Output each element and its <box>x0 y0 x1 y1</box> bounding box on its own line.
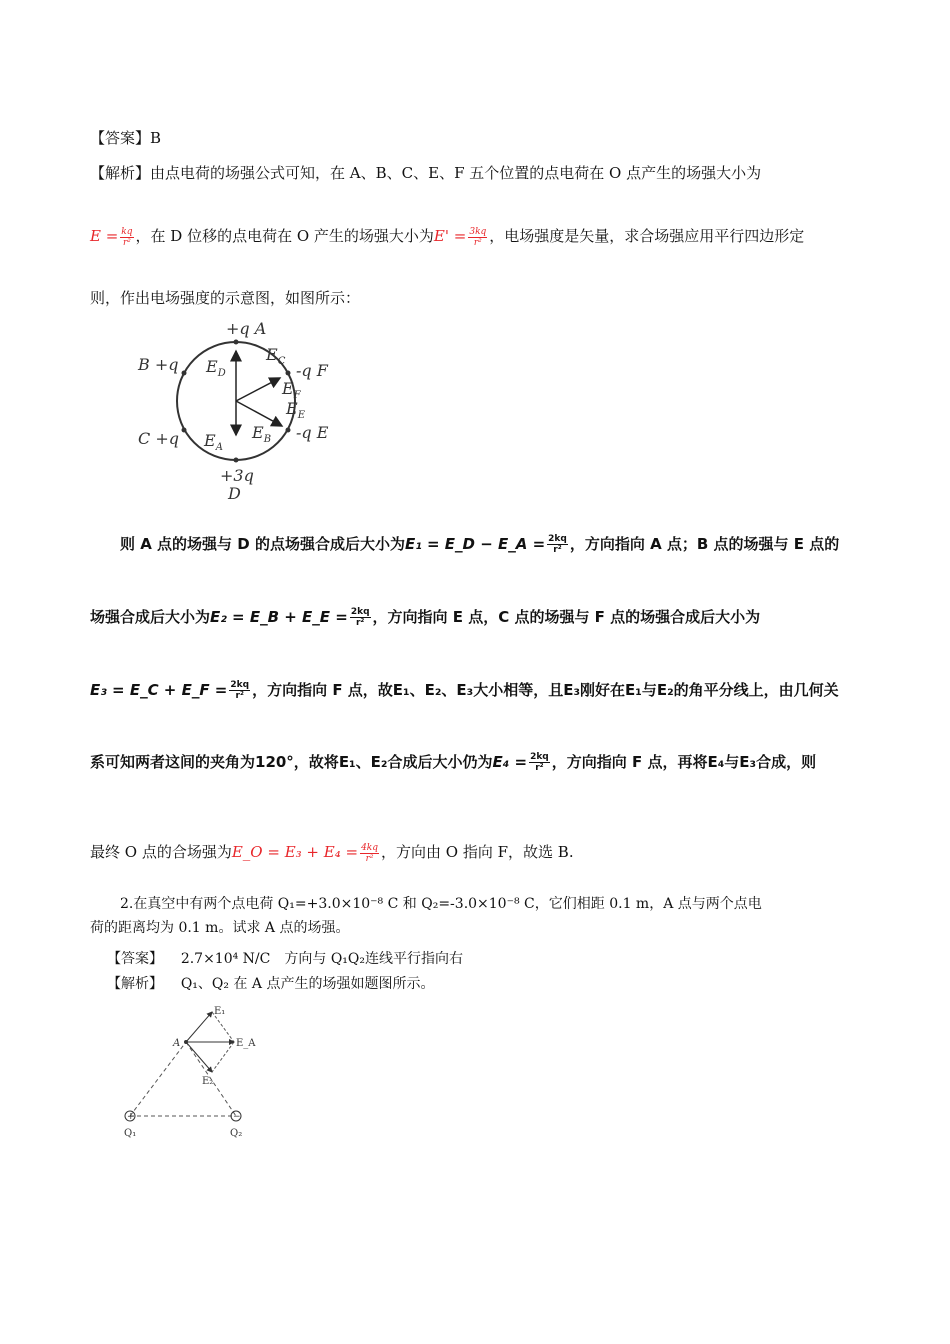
label-d-charge: +3q <box>220 466 254 485</box>
field-diagram-2 <box>118 1004 268 1140</box>
charge-a <box>234 340 239 345</box>
label-d-name: D <box>228 484 241 503</box>
formula-e3: E₃ = E_C + E_F = <box>90 681 228 699</box>
charge-d <box>234 458 239 463</box>
answer-line-1 <box>90 128 161 148</box>
label-q2: Q₂ <box>230 1128 243 1139</box>
answer-label: 【答案】 <box>90 129 151 147</box>
arrow-e1 <box>186 1012 212 1042</box>
formula-e1: E₁ = E_D − E_A = <box>404 535 546 553</box>
minus-sign: − <box>233 1112 241 1122</box>
field-diagram-1 <box>130 318 340 503</box>
plus-sign: + <box>127 1112 135 1122</box>
formula-e4: E₄ = <box>492 753 528 771</box>
analysis-line-1 <box>90 163 761 183</box>
para2-line-2: 场强合成后大小为E₂ = E_B + E_E = $\frac{2kq}{\text{r²}}$ ，方向指向 E 点，C 点的场强与 F 点的场强合成后大小为 <box>90 607 761 628</box>
label-eb: $E_B$ <box>252 423 272 445</box>
label-top: +q A <box>226 319 267 338</box>
label-e2: E₂ <box>202 1076 214 1087</box>
arrow-e2 <box>186 1042 212 1072</box>
analysis-line-3: 则，作出电场强度的示意图，如图所示： <box>90 289 361 307</box>
label-ee: $E_E$ <box>286 399 305 421</box>
label-ea: E_A <box>236 1038 256 1049</box>
formula-e-prime: E' = $\frac{3kq}{\text{r²}}$ <box>433 226 487 248</box>
charge-f <box>286 371 291 376</box>
final-line: 最终 O 点的合场强为E_O = E₃ + E₄ = $\frac{4kq}{\text{r²}}$ ，方向由 O 指向 F，故选 B. <box>90 842 574 864</box>
label-q1: Q₁ <box>124 1128 137 1139</box>
para2-line-1: 则 A 点的场强与 D 的点场强合成后大小为E₁ = E_D − E_A = $\frac{2kq}{\text{r²}}$ ，方向指向 A 点；B 点的场强与 E 点的 <box>120 534 840 555</box>
formula-eo: E_O = E₃ + E₄ = $\frac{4kq}{\text{r²}}$ <box>231 842 379 864</box>
q2-analysis: 【解析】 Q₁、Q₂ 在 A 点产生的场强如题图所示。 <box>107 976 435 992</box>
q2-line-1: 2.在真空中有两个点电荷 Q₁=+3.0×10⁻⁸ C 和 Q₂=-3.0×10⁻⁸ C，它们相距 0.1 m，A 点与两个点电 <box>120 896 762 912</box>
analysis-text: ，电场强度是矢量，求合场强应用平行四边形定 <box>489 227 805 245</box>
analysis-line-2 <box>90 226 804 248</box>
q2-answer: 【答案】 2.7×10⁴ N/C 方向与 Q₁Q₂连线平行指向右 <box>107 951 463 967</box>
answer-value: B <box>150 129 162 147</box>
analysis-text: 由点电荷的场强公式可知，在 A、B、C、E、F 五个位置的点电荷在 O 点产生的场强大小为 <box>150 164 762 182</box>
label-ef: $E_F$ <box>282 379 301 401</box>
analysis-text: ，在 D 位移的点电荷在 O 产生的场强大小为 <box>135 227 434 245</box>
label-a: A <box>173 1038 181 1049</box>
arrow-ec <box>236 378 280 401</box>
analysis-label: 【解析】 <box>90 164 151 182</box>
label-e: -q E <box>296 423 329 442</box>
label-f: -q F <box>296 361 328 380</box>
label-ec: $E_C$ <box>266 345 286 367</box>
para2-line-4: 系可知两者这间的夹角为120°，故将E₁、E₂合成后大小仍为E₄ = $\frac{2kq}{\text{r²}}$ ，方向指向 F 点，再将E₄与E₃合成，则 <box>90 752 817 773</box>
charge-e <box>286 428 291 433</box>
label-ed: $E_D$ <box>206 357 226 379</box>
label-ea: $E_A$ <box>204 431 223 453</box>
charge-c <box>182 428 187 433</box>
dashed-q1-a <box>130 1042 186 1116</box>
formula-e: E = $\frac{kq}{\text{r²}}$ <box>90 226 133 248</box>
label-b: B +q <box>138 355 179 374</box>
label-c: C +q <box>138 429 179 448</box>
q2-line-2: 荷的距离均为 0.1 m。试求 A 点的场强。 <box>90 920 350 936</box>
charge-b <box>182 371 187 376</box>
para2-line-3: E₃ = E_C + E_F = $\frac{2kq}{\text{r²}}$ ，方向指向 F 点，故E₁、E₂、E₃大小相等，且E₃刚好在E₁与E₂的角平分线上，由几何关 <box>90 680 839 701</box>
label-e1: E₁ <box>214 1006 226 1017</box>
formula-e2: E₂ = E_B + E_E = <box>210 608 348 626</box>
